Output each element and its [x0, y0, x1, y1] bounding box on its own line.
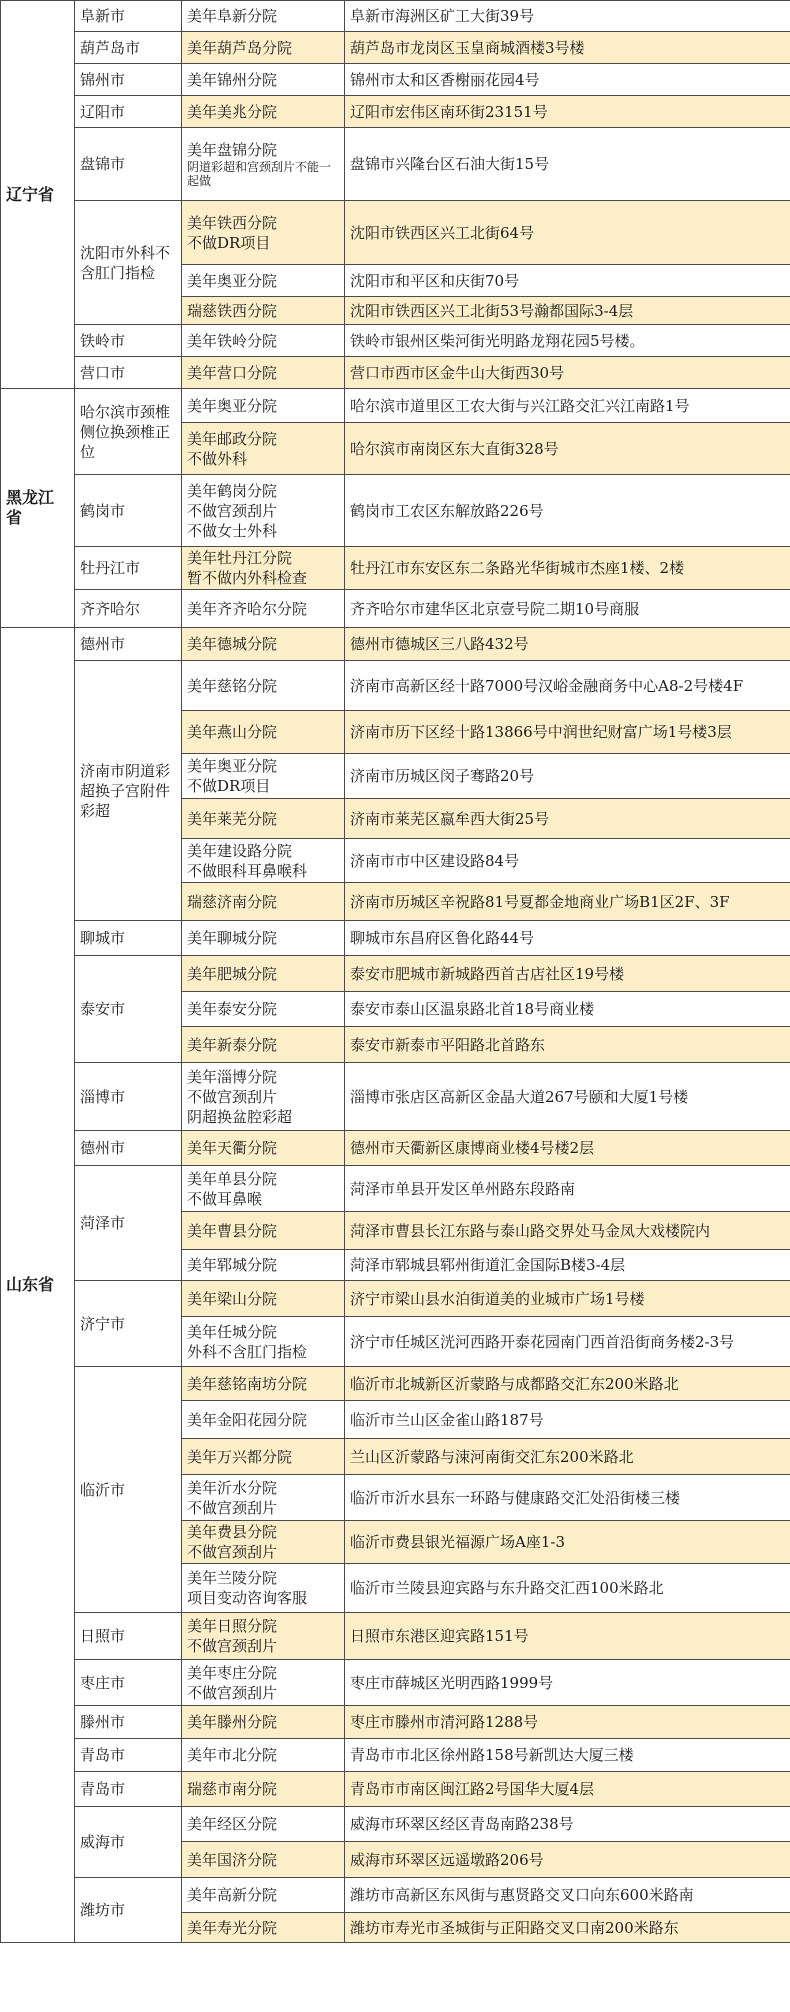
city-cell: 济南市阴道彩超换子宫附件彩超 [75, 661, 182, 921]
city-cell: 锦州市 [75, 64, 182, 96]
branch-cell [182, 1401, 345, 1439]
branch-cell [182, 1842, 345, 1878]
branch-name: 瑞慈铁西分院 [187, 301, 278, 320]
table-body [1, 1, 790, 1943]
branch-cell [182, 1317, 345, 1367]
branch-note: 不做宫颈刮片 [187, 1637, 278, 1655]
branch-name: 美年聊城分院 [187, 929, 278, 947]
branch-name: 美年梁山分院 [187, 1289, 278, 1308]
branch-cell [182, 128, 345, 201]
city-cell: 辽阳市 [75, 96, 182, 128]
branch-name: 美年日照分院 [187, 1617, 278, 1635]
address-cell: 泰安市肥城市新城路西首古店社区19号楼 [345, 956, 790, 992]
province-cell: 山东省 [1, 628, 75, 1943]
table-row [1, 1739, 790, 1772]
branch-name: 美年国济分院 [187, 1850, 278, 1869]
city-cell: 铁岭市 [75, 325, 182, 357]
branch-cell [182, 1913, 345, 1943]
branch-cell [182, 628, 345, 661]
address-cell: 德州市天衢新区康博商业楼4号楼2层 [345, 1131, 790, 1166]
branch-cell [182, 1439, 345, 1475]
address-cell: 盘锦市兴隆台区石油大街15号 [345, 128, 790, 201]
branch-note: 外科不含肛门指检 [187, 1342, 308, 1361]
address-cell: 葫芦岛市龙岗区玉皇商城酒楼3号楼 [345, 32, 790, 64]
city-cell: 德州市 [75, 1131, 182, 1166]
city-cell: 齐齐哈尔 [75, 590, 182, 628]
branch-name: 美年葫芦岛分院 [187, 38, 293, 57]
table-row [1, 325, 790, 357]
branch-name: 美年牡丹江分院 [187, 549, 293, 567]
branch-note: 不做宫颈刮片 阴超换盆腔彩超 [187, 1087, 293, 1126]
branch-name: 美年经区分院 [187, 1815, 278, 1833]
address-cell: 临沂市兰山区金雀山路187号 [345, 1401, 790, 1439]
branch-name: 美年单县分院 [187, 1169, 278, 1188]
branch-name: 美年万兴都分院 [187, 1447, 293, 1466]
address-cell: 青岛市市北区徐州路158号新凯达大厦三楼 [345, 1739, 790, 1772]
table-row [1, 1063, 790, 1131]
table-row [1, 1772, 790, 1807]
table-row [1, 201, 790, 265]
address-cell: 济宁市任城区洸河西路开泰花园南门西首沿街商务楼2-3号 [345, 1317, 790, 1367]
city-cell: 营口市 [75, 357, 182, 389]
table-row [1, 590, 790, 628]
address-cell: 阜新市海洲区矿工大街39号 [345, 1, 790, 32]
city-cell: 临沂市 [75, 1367, 182, 1613]
branch-note: 不做DR项目 [187, 233, 271, 252]
branch-note: 项目变动咨询客服 [187, 1589, 308, 1607]
address-cell: 菏泽市单县开发区单州路东段路南 [345, 1166, 790, 1212]
branch-name: 美年奥亚分院 [187, 396, 278, 415]
branch-cell [182, 389, 345, 423]
branch-name: 美年兰陵分院 [187, 1569, 278, 1587]
branch-name: 美年新泰分院 [187, 1035, 278, 1054]
branch-cell [182, 1250, 345, 1281]
table-row [1, 921, 790, 956]
table-row [1, 1706, 790, 1739]
branch-name: 美年阜新分院 [187, 7, 278, 25]
branch-name: 美年盘锦分院 [187, 141, 278, 159]
address-cell: 济南市历城区闵子骞路20号 [345, 754, 790, 799]
branch-cell [182, 201, 345, 265]
branch-cell [182, 1212, 345, 1250]
city-cell: 菏泽市 [75, 1166, 182, 1281]
branch-name: 美年市北分院 [187, 1746, 278, 1764]
branch-name: 美年燕山分院 [187, 723, 278, 741]
branch-name: 美年奥亚分院 [187, 271, 278, 290]
branch-cell [182, 1367, 345, 1401]
branch-name: 美年建设路分院 [187, 841, 293, 860]
branch-note: 阴道彩超和宫颈刮片不能一起做 [187, 160, 332, 188]
address-cell: 淄博市张店区高新区金晶大道267号颐和大厦1号楼 [345, 1063, 790, 1131]
branch-name: 美年莱芜分院 [187, 809, 278, 828]
address-cell: 济南市高新区经十路7000号汉峪金融商务中心A8-2号楼4F [345, 661, 790, 711]
address-cell: 德州市德城区三八路432号 [345, 628, 790, 661]
branch-note: 不做宫颈刮片 [187, 1683, 278, 1702]
branch-name: 美年奥亚分院 [187, 757, 278, 775]
city-cell: 德州市 [75, 628, 182, 661]
address-cell: 济南市莱芜区嬴牟西大街25号 [345, 799, 790, 839]
branch-note: 不做外科 [187, 449, 248, 468]
table-row [1, 661, 790, 711]
table-row [1, 1166, 790, 1212]
branch-name: 美年美兆分院 [187, 102, 278, 121]
address-cell: 锦州市太和区香榭丽花园4号 [345, 64, 790, 96]
branch-cell [182, 711, 345, 754]
address-cell: 日照市东港区迎宾路151号 [345, 1613, 790, 1660]
table-row [1, 1613, 790, 1660]
branch-cell [182, 921, 345, 956]
address-cell: 临沂市兰陵县迎宾路与东升路交汇西100米路北 [345, 1564, 790, 1613]
address-cell: 潍坊市寿光市圣城街与正阳路交叉口南200米路东 [345, 1913, 790, 1943]
branch-name: 瑞慈济南分院 [187, 892, 278, 911]
table-row [1, 128, 790, 201]
branch-cell [182, 956, 345, 992]
branch-name: 美年邮政分院 [187, 429, 278, 448]
address-cell: 齐齐哈尔市建华区北京壹号院二期10号商服 [345, 590, 790, 628]
table-row [1, 1807, 790, 1842]
address-cell: 青岛市市南区闽江路2号国华大厦4层 [345, 1772, 790, 1807]
address-cell: 泰安市泰山区温泉路北首18号商业楼 [345, 992, 790, 1027]
branch-cell [182, 1131, 345, 1166]
branch-cell [182, 839, 345, 883]
branch-cell [182, 799, 345, 839]
city-cell: 盘锦市 [75, 128, 182, 201]
city-cell: 青岛市 [75, 1772, 182, 1807]
address-cell: 泰安市新泰市平阳路北首路东 [345, 1027, 790, 1063]
branch-name: 美年鹤岗分院 [187, 481, 278, 500]
branch-name: 美年郓城分院 [187, 1256, 278, 1274]
branch-cell [182, 265, 345, 297]
address-cell: 枣庄市薛城区光明西路1999号 [345, 1660, 790, 1706]
branch-cell [182, 1772, 345, 1807]
city-cell: 潍坊市 [75, 1878, 182, 1943]
branch-name: 美年沂水分院 [187, 1478, 278, 1497]
city-cell: 聊城市 [75, 921, 182, 956]
address-cell: 聊城市东昌府区鲁化路44号 [345, 921, 790, 956]
branch-cell [182, 1166, 345, 1212]
branch-note: 不做眼科耳鼻喉科 [187, 861, 308, 880]
branch-name: 美年锦州分院 [187, 70, 278, 89]
branch-cell [182, 32, 345, 64]
branch-cell [182, 661, 345, 711]
branch-name: 美年曹县分院 [187, 1221, 278, 1240]
address-cell: 菏泽市曹县长江东路与泰山路交界处马金凤大戏楼院内 [345, 1212, 790, 1250]
address-cell: 营口市西市区金牛山大街西30号 [345, 357, 790, 389]
branch-cell [182, 64, 345, 96]
address-cell: 沈阳市铁西区兴工北街53号瀚都国际3-4层 [345, 297, 790, 325]
province-cell: 辽宁省 [1, 1, 75, 389]
address-cell: 临沂市北城新区沂蒙路与成都路交汇东200米路北 [345, 1367, 790, 1401]
table-row [1, 1878, 790, 1913]
table-row [1, 1660, 790, 1706]
branch-note: 不做DR项目 [187, 777, 271, 795]
address-cell: 哈尔滨市南岗区东大直街328号 [345, 423, 790, 475]
branch-cell [182, 1063, 345, 1131]
branch-name: 美年德城分院 [187, 635, 278, 653]
address-cell: 威海市环翠区远遥墩路206号 [345, 1842, 790, 1878]
address-cell: 沈阳市铁西区兴工北街64号 [345, 201, 790, 265]
branch-cell [182, 423, 345, 475]
address-cell: 枣庄市滕州市清河路1288号 [345, 1706, 790, 1739]
branch-note: 暂不做内外科检查 [187, 569, 308, 587]
branch-cell [182, 992, 345, 1027]
table-row [1, 1281, 790, 1317]
branch-cell [182, 883, 345, 921]
branch-cell [182, 475, 345, 547]
city-cell: 滕州市 [75, 1706, 182, 1739]
city-cell: 青岛市 [75, 1739, 182, 1772]
address-cell: 潍坊市高新区东风街与惠贤路交叉口向东600米路南 [345, 1878, 790, 1913]
address-cell: 济南市历城区辛祝路81号夏都金地商业广场B1区2F、3F [345, 883, 790, 921]
address-cell: 哈尔滨市道里区工农大街与兴江路交汇兴江南路1号 [345, 389, 790, 423]
address-cell: 威海市环翠区经区青岛南路238号 [345, 1807, 790, 1842]
address-cell: 沈阳市和平区和庆街70号 [345, 265, 790, 297]
table-row [1, 956, 790, 992]
city-cell: 鹤岗市 [75, 475, 182, 547]
address-cell: 辽阳市宏伟区南环街23151号 [345, 96, 790, 128]
address-cell: 鹤岗市工农区东解放路226号 [345, 475, 790, 547]
branch-name: 美年枣庄分院 [187, 1663, 278, 1682]
branch-name: 美年金阳花园分院 [187, 1410, 308, 1429]
branch-name: 美年泰安分院 [187, 1000, 278, 1018]
branch-name: 美年慈铭南坊分院 [187, 1374, 308, 1393]
table-row [1, 32, 790, 64]
branch-name: 美年铁岭分院 [187, 331, 278, 350]
branch-cell [182, 1, 345, 32]
branch-name: 美年费县分院 [187, 1523, 278, 1541]
branch-cell [182, 547, 345, 590]
branch-cell [182, 357, 345, 389]
branch-cell [182, 1027, 345, 1063]
branch-note: 不做耳鼻喉 [187, 1189, 263, 1208]
address-cell: 济南市市中区建设路84号 [345, 839, 790, 883]
city-cell: 日照市 [75, 1613, 182, 1660]
branch-name: 美年高新分院 [187, 1886, 278, 1904]
branch-name: 美年齐齐哈尔分院 [187, 599, 308, 618]
branch-name: 美年任城分院 [187, 1322, 278, 1341]
branch-cell [182, 1281, 345, 1317]
table-row [1, 475, 790, 547]
city-cell: 沈阳市外科不含肛门指检 [75, 201, 182, 325]
branch-note: 不做宫颈刮片 不做女士外科 [187, 501, 278, 540]
address-cell: 兰山区沂蒙路与涑河南街交汇东200米路北 [345, 1439, 790, 1475]
address-cell: 济宁市梁山县水泊街道美的业城市广场1号楼 [345, 1281, 790, 1317]
branch-cell [182, 1739, 345, 1772]
branch-cell [182, 325, 345, 357]
branch-cell [182, 1475, 345, 1521]
table-row [1, 1, 790, 32]
branch-name: 美年慈铭分院 [187, 676, 278, 695]
address-cell: 临沂市费县银光福源广场A座1-3 [345, 1521, 790, 1564]
branch-cell [182, 1564, 345, 1613]
address-cell: 济南市历下区经十路13866号中润世纪财富广场1号楼3层 [345, 711, 790, 754]
address-cell: 菏泽市郓城县郓州街道汇金国际B楼3-4层 [345, 1250, 790, 1281]
city-cell: 葫芦岛市 [75, 32, 182, 64]
branch-note: 不做宫颈刮片 [187, 1543, 278, 1561]
branch-cell [182, 754, 345, 799]
table-row [1, 547, 790, 590]
city-cell: 淄博市 [75, 1063, 182, 1131]
city-cell: 枣庄市 [75, 1660, 182, 1706]
branch-cell [182, 96, 345, 128]
branch-note: 不做宫颈刮片 [187, 1498, 278, 1517]
branch-cell [182, 1807, 345, 1842]
branch-name: 美年铁西分院 [187, 213, 278, 232]
city-cell: 泰安市 [75, 956, 182, 1063]
table-row [1, 389, 790, 423]
table-row [1, 1131, 790, 1166]
address-cell: 铁岭市银州区柴河街光明路龙翔花园5号楼。 [345, 325, 790, 357]
city-cell: 阜新市 [75, 1, 182, 32]
table-row [1, 96, 790, 128]
branch-name: 美年滕州分院 [187, 1713, 278, 1731]
branch-cell [182, 1613, 345, 1660]
branch-cell [182, 1521, 345, 1564]
table-row [1, 628, 790, 661]
table-row [1, 357, 790, 389]
address-cell: 临沂市沂水县东一环路与健康路交汇处沿街楼三楼 [345, 1475, 790, 1521]
branch-cell [182, 1660, 345, 1706]
branch-cell [182, 590, 345, 628]
branch-cell [182, 1878, 345, 1913]
branch-name: 美年天衢分院 [187, 1139, 278, 1157]
table-row [1, 64, 790, 96]
table-row [1, 1367, 790, 1401]
address-cell: 牡丹江市东安区东二条路光华街城市杰座1楼、2楼 [345, 547, 790, 590]
city-cell: 哈尔滨市颈椎侧位换颈椎正位 [75, 389, 182, 475]
province-cell: 黑龙江省 [1, 389, 75, 628]
branch-name: 美年肥城分院 [187, 964, 278, 983]
branch-name: 美年营口分院 [187, 363, 278, 382]
branch-name: 美年寿光分院 [187, 1918, 278, 1937]
branch-name: 瑞慈市南分院 [187, 1780, 278, 1798]
branch-cell [182, 1706, 345, 1739]
city-cell: 牡丹江市 [75, 547, 182, 590]
city-cell: 济宁市 [75, 1281, 182, 1367]
branch-name: 美年淄博分院 [187, 1067, 278, 1086]
branch-cell [182, 297, 345, 325]
city-cell: 威海市 [75, 1807, 182, 1878]
